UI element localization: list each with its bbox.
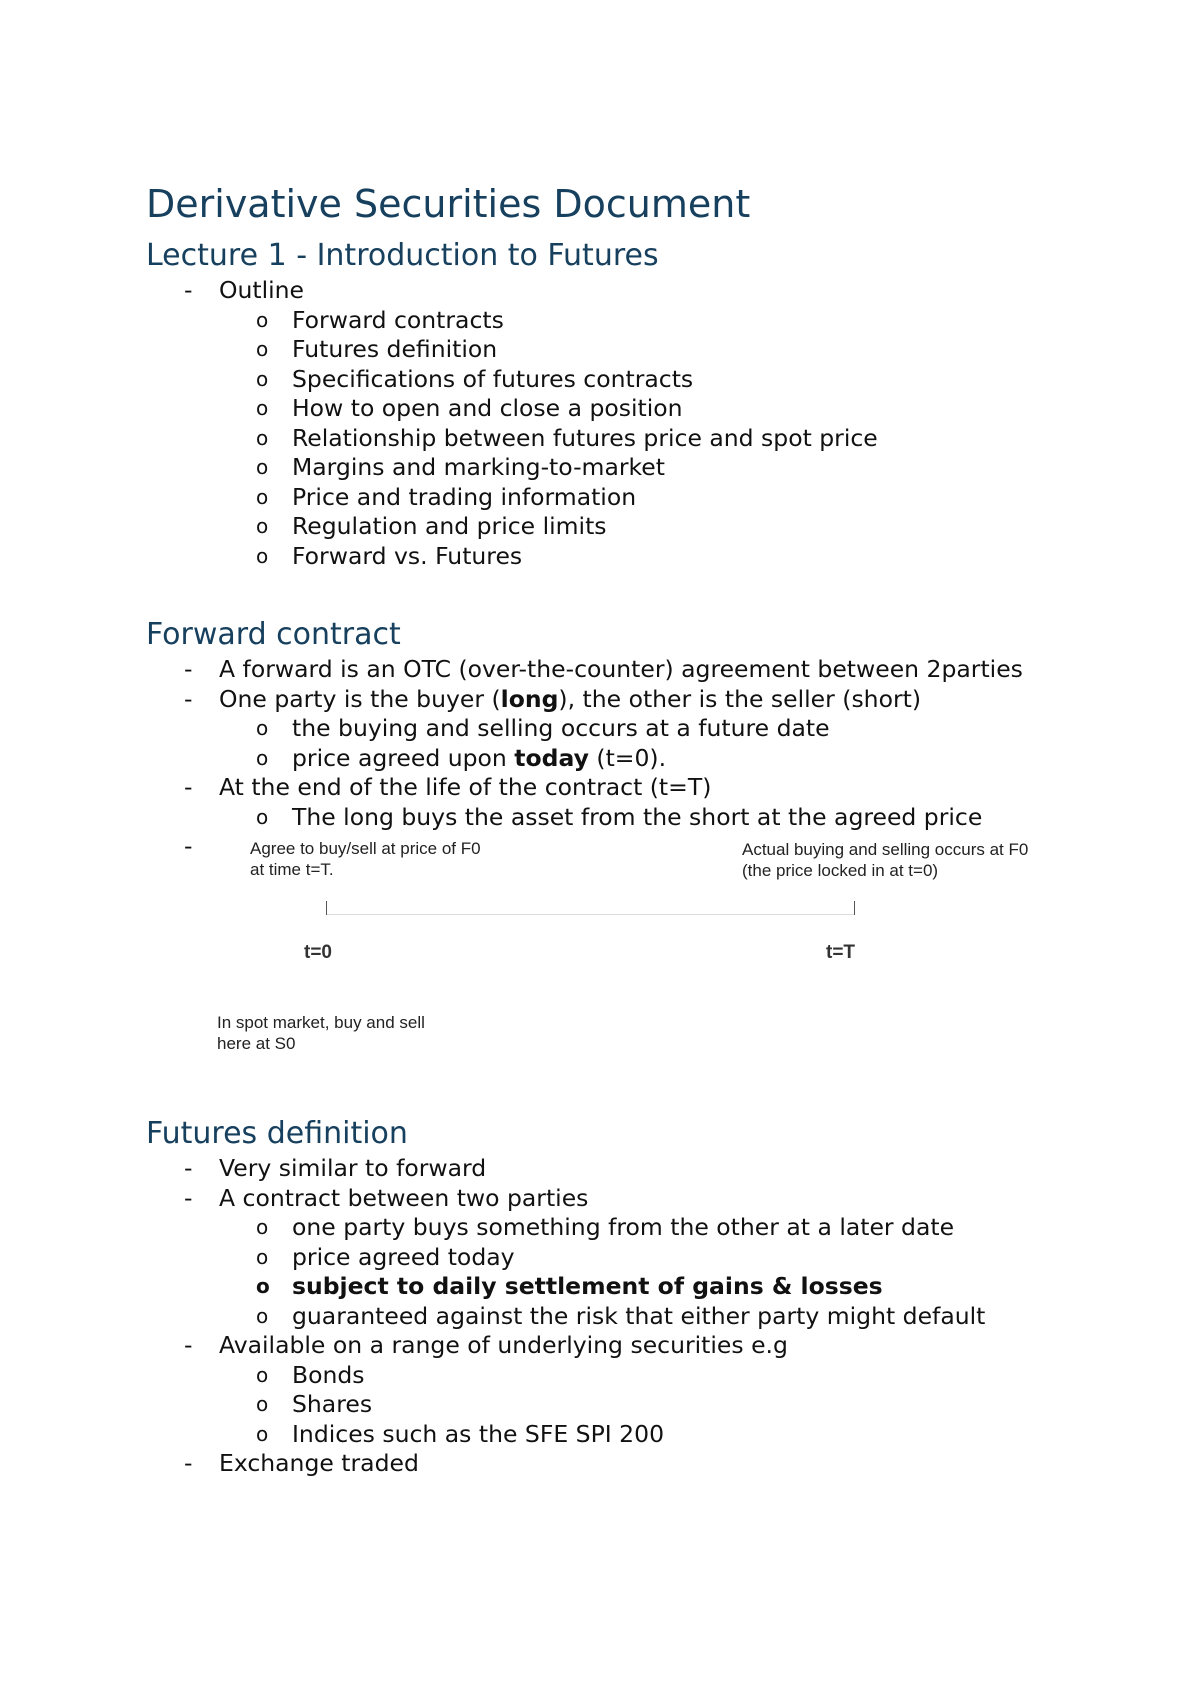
dash-bullet: - — [184, 1331, 193, 1359]
list-text: the buying and selling occurs at a future date — [292, 714, 830, 742]
diagram-label-locked: (the price locked in at t=0) — [742, 861, 939, 880]
list-text: Exchange traded — [219, 1449, 419, 1477]
list-item — [146, 1213, 1086, 1243]
circle-bullet: o — [256, 514, 269, 538]
bold-text: long — [500, 684, 559, 713]
list-item — [146, 1184, 1086, 1214]
timeline-tick-start — [326, 901, 327, 915]
dash-bullet: - — [184, 773, 193, 801]
futures-list — [146, 1154, 1086, 1479]
list-item — [146, 542, 1086, 572]
list-item — [146, 1272, 1086, 1302]
timeline-label-tT: t=T — [826, 942, 856, 963]
outline-list — [146, 276, 1086, 571]
outline-item: How to open and close a position — [292, 394, 683, 422]
forward-timeline-diagram — [146, 832, 1086, 1114]
list-item — [146, 424, 1086, 454]
list-text: One party is the buyer ( — [219, 684, 501, 713]
list-item — [146, 655, 1086, 685]
diagram-label-spot-price: here at S0 — [217, 1034, 296, 1053]
list-text: one party buys something from the other at a later date — [292, 1213, 955, 1241]
outline-item: Margins and marking-to-market — [292, 453, 665, 481]
circle-bullet: o — [256, 455, 269, 479]
list-text: Very similar to forward — [219, 1154, 487, 1182]
circle-bullet: o — [256, 1421, 269, 1446]
circle-bullet: o — [256, 1392, 269, 1416]
list-text: At the end of the life of the contract (t=T) — [219, 773, 712, 801]
list-item — [146, 1420, 1086, 1450]
forward-contract-heading: Forward contract — [146, 617, 401, 652]
dash-bullet: - — [184, 832, 193, 860]
list-text: Indices such as the SFE SPI 200 — [292, 1419, 665, 1448]
circle-bullet: o — [256, 716, 269, 740]
list-text: ), the other is the seller (short) — [558, 684, 921, 713]
list-item — [146, 1154, 1086, 1184]
circle-bullet: o — [256, 307, 269, 332]
dash-bullet: - — [184, 1449, 193, 1477]
outline-item: Forward vs. Futures — [292, 541, 523, 570]
bold-text: subject to daily settlement of gains & losses — [292, 1272, 883, 1300]
list-text: guaranteed against the risk that either party might default — [292, 1301, 986, 1330]
list-text: Available on a range of underlying securities e.g — [219, 1331, 788, 1359]
list-item — [146, 335, 1086, 365]
circle-bullet: o — [256, 337, 269, 361]
diagram-label-time: at time t=T. — [250, 860, 334, 879]
list-item — [146, 1449, 1086, 1479]
list-item — [146, 365, 1086, 395]
diagram-label-spot: In spot market, buy and sell — [217, 1013, 425, 1032]
timeline-tick-end — [854, 901, 855, 915]
circle-bullet: o — [256, 1303, 269, 1328]
outline-item: Futures definition — [292, 335, 498, 363]
list-text: A forward is an OTC (over-the-counter) agreement between 2parties — [219, 655, 1023, 683]
document-page — [146, 180, 1086, 1479]
list-item — [146, 306, 1086, 336]
list-text: The long buys the asset from the short at the agreed price — [292, 802, 983, 831]
dash-bullet: - — [184, 684, 193, 713]
diagram-label-actual: Actual buying and selling occurs at F0 — [742, 840, 1029, 859]
lecture-heading: Lecture 1 - Introduction to Futures — [146, 238, 659, 273]
circle-bullet: o — [256, 543, 269, 568]
timeline-label-t0: t=0 — [304, 942, 332, 963]
list-item — [146, 1243, 1086, 1273]
futures-definition-heading: Futures definition — [146, 1116, 408, 1151]
outline-item: Regulation and price limits — [292, 512, 607, 540]
timeline-line — [326, 914, 854, 915]
list-item — [146, 1302, 1086, 1332]
list-item — [146, 685, 1086, 715]
circle-bullet: o — [256, 396, 269, 420]
dash-bullet: - — [184, 276, 193, 304]
dash-bullet: - — [184, 655, 193, 683]
list-item — [146, 512, 1086, 542]
outline-item: Relationship between futures price and spot price — [292, 423, 878, 452]
list-item — [146, 1331, 1086, 1361]
list-item — [146, 803, 1086, 833]
outline-item: Price and trading information — [292, 482, 637, 511]
document-title: Derivative Securities Document — [146, 182, 751, 226]
list-text: price agreed upon — [292, 743, 515, 772]
list-item — [146, 483, 1086, 513]
list-text: Bonds — [292, 1360, 365, 1389]
circle-bullet: o — [256, 425, 269, 450]
list-item — [146, 1390, 1086, 1420]
list-item — [146, 453, 1086, 483]
list-item — [146, 394, 1086, 424]
outline-item: Specifications of futures contracts — [292, 364, 694, 393]
diagram-label-agree: Agree to buy/sell at price of F0 — [250, 839, 481, 858]
outline-item: Forward contracts — [292, 305, 504, 334]
outline-label: Outline — [219, 276, 305, 304]
dash-bullet: - — [184, 1183, 193, 1212]
circle-bullet: o — [256, 804, 269, 829]
list-item — [146, 744, 1086, 774]
circle-bullet: o — [256, 484, 269, 509]
list-item — [146, 714, 1086, 744]
circle-bullet: o — [256, 1362, 269, 1387]
circle-bullet: o — [256, 1244, 269, 1269]
circle-bullet: o — [256, 366, 269, 391]
list-item — [146, 276, 1086, 306]
list-text: (t=0). — [588, 743, 667, 772]
list-text: A contract between two parties — [219, 1183, 589, 1212]
circle-bullet: o — [256, 1215, 269, 1239]
list-text: price agreed today — [292, 1242, 515, 1271]
bold-text: today — [514, 743, 589, 772]
circle-bullet: o — [256, 745, 269, 770]
dash-bullet: - — [184, 1154, 193, 1182]
circle-bullet: o — [256, 1274, 270, 1298]
list-text: Shares — [292, 1390, 373, 1418]
list-item — [146, 1361, 1086, 1391]
list-item — [146, 773, 1086, 803]
